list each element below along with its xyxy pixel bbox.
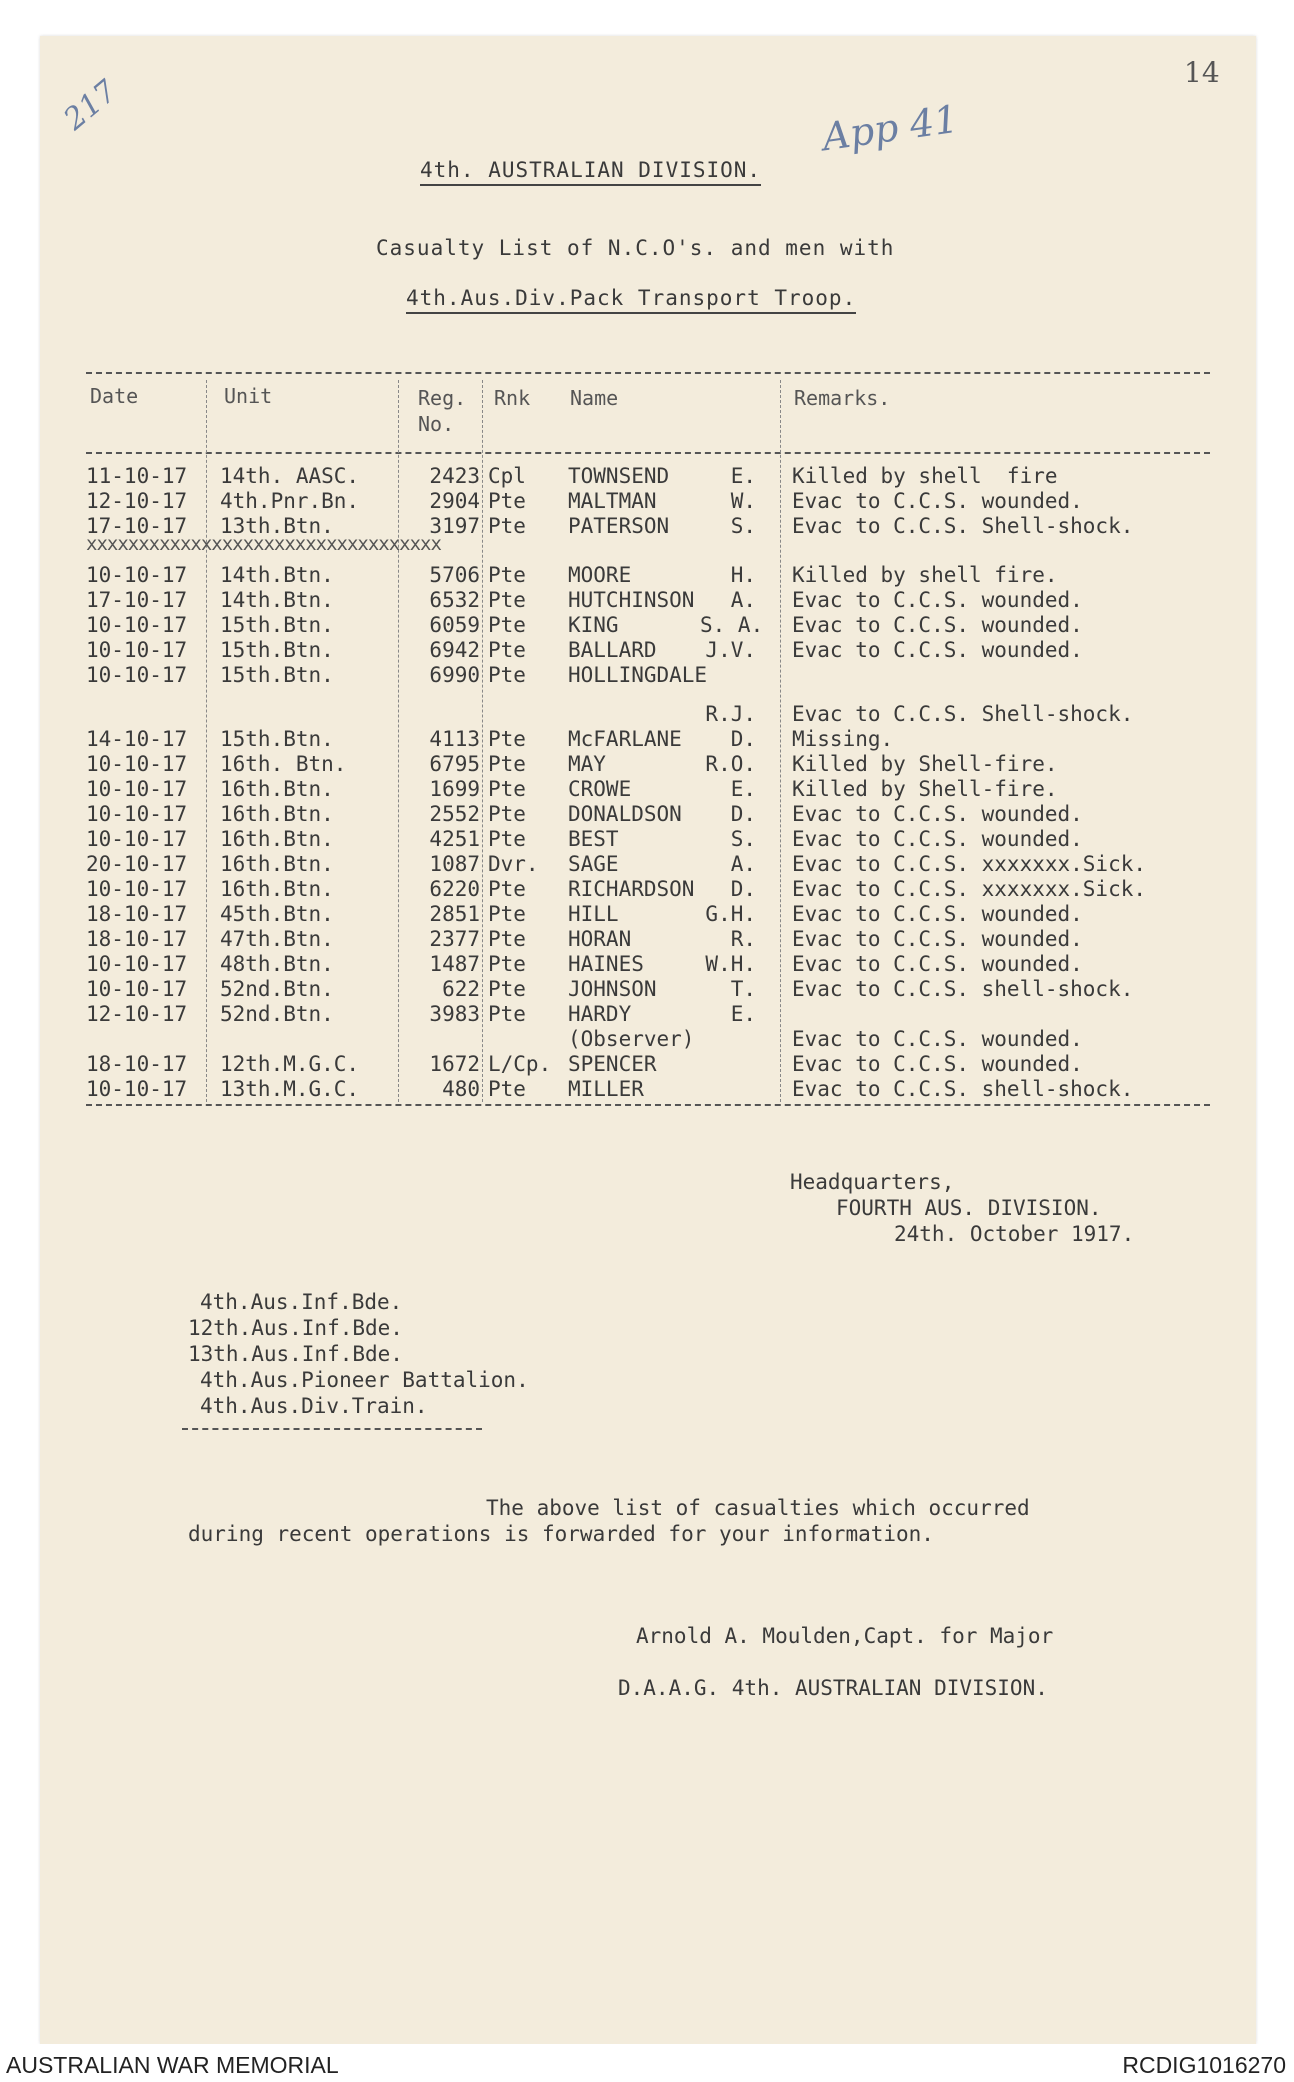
cell-date: 10-10-17 — [86, 638, 188, 662]
cell-date: 10-10-17 — [86, 977, 188, 1001]
cell-date: 10-10-17 — [86, 663, 188, 687]
cell-date: 18-10-17 — [86, 902, 188, 926]
cell-rank: Dvr. — [488, 852, 539, 876]
cell-init: D. — [730, 727, 756, 751]
cell-rank: Pte — [488, 952, 526, 976]
cell-reg: 5706 — [429, 563, 480, 587]
cell-name: KING — [568, 613, 619, 637]
cell-name: SPENCER — [568, 1052, 657, 1076]
cell-date: 11-10-17 — [86, 464, 188, 488]
cell-reg: 3983 — [429, 1002, 480, 1026]
cell-date: 17-10-17 — [86, 514, 188, 538]
folio-pencil-number: 217 — [57, 73, 124, 138]
cell-init: D. — [730, 877, 756, 901]
cell-init: A. — [730, 588, 756, 612]
cell-reg: 6532 — [429, 588, 480, 612]
cell-date: 10-10-17 — [86, 777, 188, 801]
cell-name: MOORE — [568, 563, 632, 587]
cell-rank: L/Cp. — [488, 1052, 552, 1076]
cell-date: 10-10-17 — [86, 802, 188, 826]
cell-init: J.V. — [705, 638, 756, 662]
cell-date: 12-10-17 — [86, 489, 188, 513]
cell-rank: Pte — [488, 877, 526, 901]
cell-name: MAY — [568, 752, 606, 776]
cell-reg: 1487 — [429, 952, 480, 976]
cell-remarks: Killed by shell fire — [792, 464, 1058, 488]
cell-unit: 16th.Btn. — [220, 852, 334, 876]
cell-name: DONALDSON — [568, 802, 682, 826]
cell-rank: Pte — [488, 752, 526, 776]
cell-name: JOHNSON — [568, 977, 657, 1001]
cell-name: BEST — [568, 827, 619, 851]
cell-reg: 2377 — [429, 927, 480, 951]
cell-date: 10-10-17 — [86, 613, 188, 637]
cell-remarks: Evac to C.C.S. xxxxxxx.Sick. — [792, 877, 1147, 901]
cell-remarks: Evac to C.C.S. wounded. — [792, 827, 1083, 851]
cell-reg: 3197 — [429, 514, 480, 538]
cell-rank: Pte — [488, 827, 526, 851]
cell-date: 10-10-17 — [86, 1077, 188, 1101]
page-number-stamp: 14 — [1184, 56, 1220, 89]
cell-unit: 52nd.Btn. — [220, 977, 334, 1001]
cell-reg: 1699 — [429, 777, 480, 801]
cell-reg: 622 — [442, 977, 480, 1001]
cell-rank: Pte — [488, 777, 526, 801]
cell-date: 17-10-17 — [86, 588, 188, 612]
cell-rank: Pte — [488, 927, 526, 951]
distribution-rule — [182, 1428, 482, 1430]
archive-footer — [0, 2044, 1294, 2082]
cell-rank: Pte — [488, 1002, 526, 1026]
cell-rank: Pte — [488, 977, 526, 1001]
signoff-headquarters: Headquarters, — [790, 1170, 955, 1194]
distribution-item: 13th.Aus.Inf.Bde. — [188, 1342, 403, 1366]
cell-remarks: Killed by shell fire. — [792, 563, 1058, 587]
cell-date: 14-10-17 — [86, 727, 188, 751]
cell-name: TOWNSEND — [568, 464, 670, 488]
document-subtitle: Casualty List of N.C.O's. and men with — [376, 236, 895, 260]
cell-reg: 6059 — [429, 613, 480, 637]
cell-date: 10-10-17 — [86, 877, 188, 901]
cell-remarks: Evac to C.C.S. wounded. — [792, 927, 1083, 951]
cell-reg: 2904 — [429, 489, 480, 513]
cell-unit: 47th.Btn. — [220, 927, 334, 951]
cell-remarks: Evac to C.C.S. wounded. — [792, 902, 1083, 926]
cell-name: (Observer) — [568, 1027, 695, 1051]
struck-out-line: xxxxxxxxxxxxxxxxxxxxxxxxxxxxxxxxxx — [86, 533, 441, 555]
cell-date: 10-10-17 — [86, 752, 188, 776]
cell-remarks: Evac to C.C.S. wounded. — [792, 489, 1083, 513]
cell-name: HILL — [568, 902, 619, 926]
cell-name: McFARLANE — [568, 727, 682, 751]
cell-init: R.O. — [705, 752, 756, 776]
column-header-reg-no: No. — [418, 412, 455, 436]
cell-rank: Pte — [488, 638, 526, 662]
cell-init: W.H. — [705, 952, 756, 976]
cell-unit: 4th.Pnr.Bn. — [220, 489, 360, 513]
cell-init: E. — [730, 777, 756, 801]
header-bottom-rule — [86, 452, 1210, 454]
cell-unit: 52nd.Btn. — [220, 1002, 334, 1026]
cell-remarks: Evac to C.C.S. Shell-shock. — [792, 702, 1134, 726]
cell-rank: Pte — [488, 1077, 526, 1101]
cell-reg: 6795 — [429, 752, 480, 776]
cell-date: 18-10-17 — [86, 1052, 188, 1076]
cell-reg: 2423 — [429, 464, 480, 488]
cell-reg: 2552 — [429, 802, 480, 826]
cell-rank: Pte — [488, 802, 526, 826]
distribution-item: 4th.Aus.Div.Train. — [200, 1394, 428, 1418]
table-bottom-rule — [86, 1104, 1210, 1106]
cell-rank: Pte — [488, 902, 526, 926]
cell-name: CROWE — [568, 777, 632, 801]
cell-reg: 1087 — [429, 852, 480, 876]
cell-rank: Pte — [488, 563, 526, 587]
cell-unit: 14th.Btn. — [220, 588, 334, 612]
footer-reference-id: RCDIG1016270 — [1122, 2052, 1286, 2078]
cell-name: HORAN — [568, 927, 632, 951]
cell-rank: Pte — [488, 489, 526, 513]
cell-rank: Pte — [488, 514, 526, 538]
cell-unit: 15th.Btn. — [220, 663, 334, 687]
cell-reg: 1672 — [429, 1052, 480, 1076]
column-header-reg: Reg. — [418, 386, 467, 410]
column-header-name: Name — [570, 386, 619, 410]
distribution-item: 4th.Aus.Pioneer Battalion. — [200, 1368, 529, 1392]
cell-reg: 6942 — [429, 638, 480, 662]
cell-init: T. — [730, 977, 756, 1001]
cell-remarks: Evac to C.C.S. wounded. — [792, 802, 1083, 826]
cell-name: MILLER — [568, 1077, 644, 1101]
cell-init: E. — [730, 464, 756, 488]
cell-remarks: Evac to C.C.S. wounded. — [792, 1052, 1083, 1076]
cell-unit: 45th.Btn. — [220, 902, 334, 926]
cell-date: 12-10-17 — [86, 1002, 188, 1026]
cell-unit: 16th.Btn. — [220, 777, 334, 801]
cell-init: S. — [730, 514, 756, 538]
table-top-rule — [86, 372, 1210, 374]
cell-unit: 14th.Btn. — [220, 563, 334, 587]
cell-init: R. — [730, 927, 756, 951]
distribution-item: 4th.Aus.Inf.Bde. — [200, 1290, 403, 1314]
cell-init: G.H. — [705, 902, 756, 926]
cell-init: S. A. — [700, 613, 764, 637]
cell-init: E. — [730, 1002, 756, 1026]
cell-unit: 16th.Btn. — [220, 877, 334, 901]
cell-reg: 4251 — [429, 827, 480, 851]
cell-date: 20-10-17 — [86, 852, 188, 876]
cell-init: D. — [730, 802, 756, 826]
cell-name: MALTMAN — [568, 489, 657, 513]
cell-init: S. — [730, 827, 756, 851]
cell-remarks: Evac to C.C.S. wounded. — [792, 1027, 1083, 1051]
cell-name: BALLARD — [568, 638, 657, 662]
cell-unit: 14th. AASC. — [220, 464, 360, 488]
column-divider — [780, 380, 781, 1102]
cell-unit: 48th.Btn. — [220, 952, 334, 976]
column-header-remarks: Remarks. — [794, 386, 891, 410]
cell-unit: 16th. Btn. — [220, 752, 347, 776]
column-divider — [206, 380, 207, 1102]
message-line-1: The above list of casualties which occurred — [486, 1496, 1030, 1520]
cell-name: RICHARDSON — [568, 877, 695, 901]
signature-name: Arnold A. Moulden,Capt. for Major — [636, 1624, 1054, 1648]
cell-unit: 15th.Btn. — [220, 638, 334, 662]
cell-remarks: Killed by Shell-fire. — [792, 777, 1058, 801]
cell-unit: 16th.Btn. — [220, 802, 334, 826]
cell-rank: Pte — [488, 588, 526, 612]
cell-reg: 480 — [442, 1077, 480, 1101]
cell-unit: 13th.M.G.C. — [220, 1077, 360, 1101]
cell-name: HUTCHINSON — [568, 588, 695, 612]
cell-remarks: Evac to C.C.S. shell-shock. — [792, 977, 1134, 1001]
appendix-pencil-note: App 41 — [819, 96, 961, 160]
cell-date: 10-10-17 — [86, 952, 188, 976]
cell-unit: 15th.Btn. — [220, 727, 334, 751]
cell-remarks: Missing. — [792, 727, 894, 751]
cell-unit: 16th.Btn. — [220, 827, 334, 851]
cell-rank: Cpl — [488, 464, 526, 488]
cell-date: 10-10-17 — [86, 563, 188, 587]
cell-unit: 12th.M.G.C. — [220, 1052, 360, 1076]
cell-remarks: Evac to C.C.S. wounded. — [792, 613, 1083, 637]
column-divider — [482, 380, 483, 1102]
cell-remarks: Evac to C.C.S. wounded. — [792, 638, 1083, 662]
cell-reg: 6220 — [429, 877, 480, 901]
cell-date: 10-10-17 — [86, 827, 188, 851]
signoff-division: FOURTH AUS. DIVISION. — [836, 1196, 1102, 1220]
cell-unit: 15th.Btn. — [220, 613, 334, 637]
cell-name: SAGE — [568, 852, 619, 876]
column-header-unit: Unit — [224, 384, 273, 408]
cell-init: R.J. — [705, 702, 756, 726]
distribution-item: 12th.Aus.Inf.Bde. — [188, 1316, 403, 1340]
cell-remarks: Evac to C.C.S. Shell-shock. — [792, 514, 1134, 538]
cell-date: 18-10-17 — [86, 927, 188, 951]
document-title: 4th. AUSTRALIAN DIVISION. — [420, 158, 761, 186]
cell-name: HARDY — [568, 1002, 632, 1026]
cell-rank: Pte — [488, 727, 526, 751]
cell-remarks: Evac to C.C.S. wounded. — [792, 588, 1083, 612]
cell-init: H. — [730, 563, 756, 587]
cell-name: HOLLINGDALE — [568, 663, 708, 687]
unit-title: 4th.Aus.Div.Pack Transport Troop. — [406, 286, 856, 314]
cell-rank: Pte — [488, 663, 526, 687]
cell-remarks: Evac to C.C.S. shell-shock. — [792, 1077, 1134, 1101]
message-line-2: during recent operations is forwarded for your information. — [188, 1522, 934, 1546]
cell-init: A. — [730, 852, 756, 876]
footer-institution: AUSTRALIAN WAR MEMORIAL — [6, 2052, 339, 2078]
cell-remarks: Killed by Shell-fire. — [792, 752, 1058, 776]
cell-init: W. — [730, 489, 756, 513]
cell-remarks: Evac to C.C.S. wounded. — [792, 952, 1083, 976]
cell-unit: 13th.Btn. — [220, 514, 334, 538]
signoff-date: 24th. October 1917. — [894, 1222, 1135, 1246]
cell-reg: 4113 — [429, 727, 480, 751]
cell-reg: 2851 — [429, 902, 480, 926]
cell-name: PATERSON — [568, 514, 670, 538]
cell-remarks: Evac to C.C.S. xxxxxxx.Sick. — [792, 852, 1147, 876]
cell-name: HAINES — [568, 952, 644, 976]
signature-title: D.A.A.G. 4th. AUSTRALIAN DIVISION. — [618, 1676, 1048, 1700]
column-header-date: Date — [90, 384, 139, 408]
cell-rank: Pte — [488, 613, 526, 637]
column-header-rank: Rnk — [494, 386, 531, 410]
cell-reg: 6990 — [429, 663, 480, 687]
